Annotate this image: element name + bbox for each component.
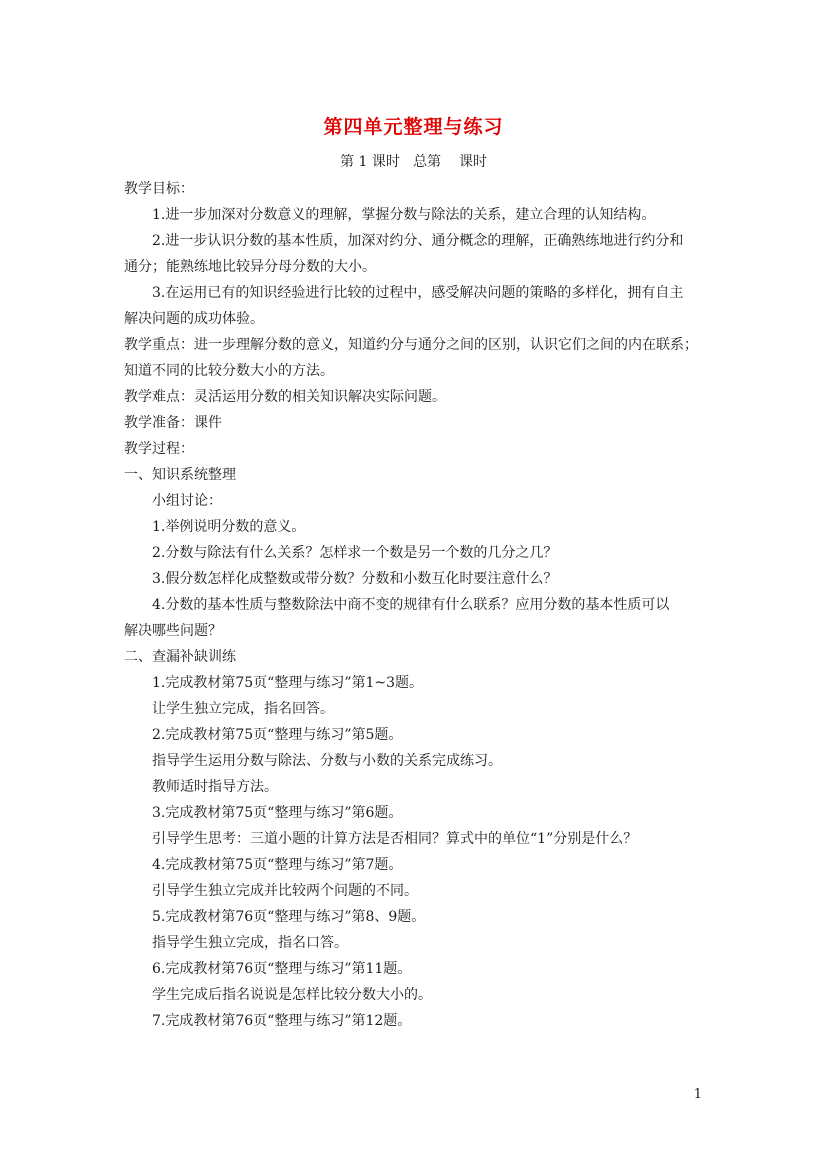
text-line: 解决问题的成功体验。 — [124, 311, 264, 327]
text-line: 教师适时指导方法。 — [152, 779, 278, 795]
text-line: 3.假分数怎样化成整数或带分数？分数和小数互化时要注意什么？ — [152, 571, 558, 587]
text-line: 教学准备：课件 — [124, 415, 222, 431]
text-line: 3.在运用已有的知识经验进行比较的过程中，感受解决问题的策略的多样化，拥有自主 — [152, 285, 684, 301]
text-line: 5.完成教材第76页“整理与练习”第8、9题。 — [152, 909, 426, 925]
text-line: 教学重点：进一步理解分数的意义，知道约分与通分之间的区别，认识它们之间的内在联系； — [124, 337, 698, 353]
text-line: 教学目标： — [124, 181, 194, 197]
text-line: 2.完成教材第75页“整理与练习”第5题。 — [152, 727, 403, 743]
section-heading: 一、知识系统整理 — [124, 467, 236, 483]
text-line: 教学过程： — [124, 441, 194, 457]
text-line: 引导学生独立完成并比较两个问题的不同。 — [152, 883, 418, 899]
text-line: 4.完成教材第75页“整理与练习”第7题。 — [152, 857, 403, 873]
page-number: 1 — [693, 1087, 702, 1102]
text-line: 解决哪些问题？ — [124, 623, 222, 639]
lesson-info: 第 1 课时 总第 课时 — [340, 154, 487, 170]
document-title: 第四单元整理与练习 — [323, 116, 504, 138]
text-line: 1.举例说明分数的意义。 — [152, 519, 306, 535]
section-heading: 二、查漏补缺训练 — [124, 649, 236, 665]
text-line: 指导学生运用分数与除法、分数与小数的关系完成练习。 — [152, 753, 502, 769]
text-line: 7.完成教材第76页“整理与练习”第12题。 — [152, 1013, 412, 1029]
text-line: 指导学生独立完成，指名口答。 — [152, 935, 348, 951]
text-line: 3.完成教材第75页“整理与练习”第6题。 — [152, 805, 403, 821]
text-line: 1.完成教材第75页“整理与练习”第1~3题。 — [152, 675, 424, 691]
text-line: 通分；能熟练地比较异分母分数的大小。 — [124, 259, 376, 275]
text-line: 4.分数的基本性质与整数除法中商不变的规律有什么联系？应用分数的基本性质可以 — [152, 597, 670, 613]
text-line: 2.进一步认识分数的基本性质，加深对约分、通分概念的理解，正确熟练地进行约分和 — [152, 233, 684, 249]
text-line: 学生完成后指名说说是怎样比较分数大小的。 — [152, 987, 432, 1003]
text-line: 知道不同的比较分数大小的方法。 — [124, 363, 334, 379]
text-line: 6.完成教材第76页“整理与练习”第11题。 — [152, 961, 412, 977]
text-line: 1.进一步加深对分数意义的理解，掌握分数与除法的关系，建立合理的认知结构。 — [152, 207, 656, 223]
text-line: 教学难点：灵活运用分数的相关知识解决实际问题。 — [124, 389, 446, 405]
document-body — [124, 176, 714, 1034]
text-line: 2.分数与除法有什么关系？怎样求一个数是另一个数的几分之几？ — [152, 545, 558, 561]
text-line: 小组讨论： — [152, 493, 222, 509]
text-line: 引导学生思考：三道小题的计算方法是否相同？算式中的单位“1”分别是什么？ — [152, 831, 638, 847]
text-line: 让学生独立完成，指名回答。 — [152, 701, 334, 717]
